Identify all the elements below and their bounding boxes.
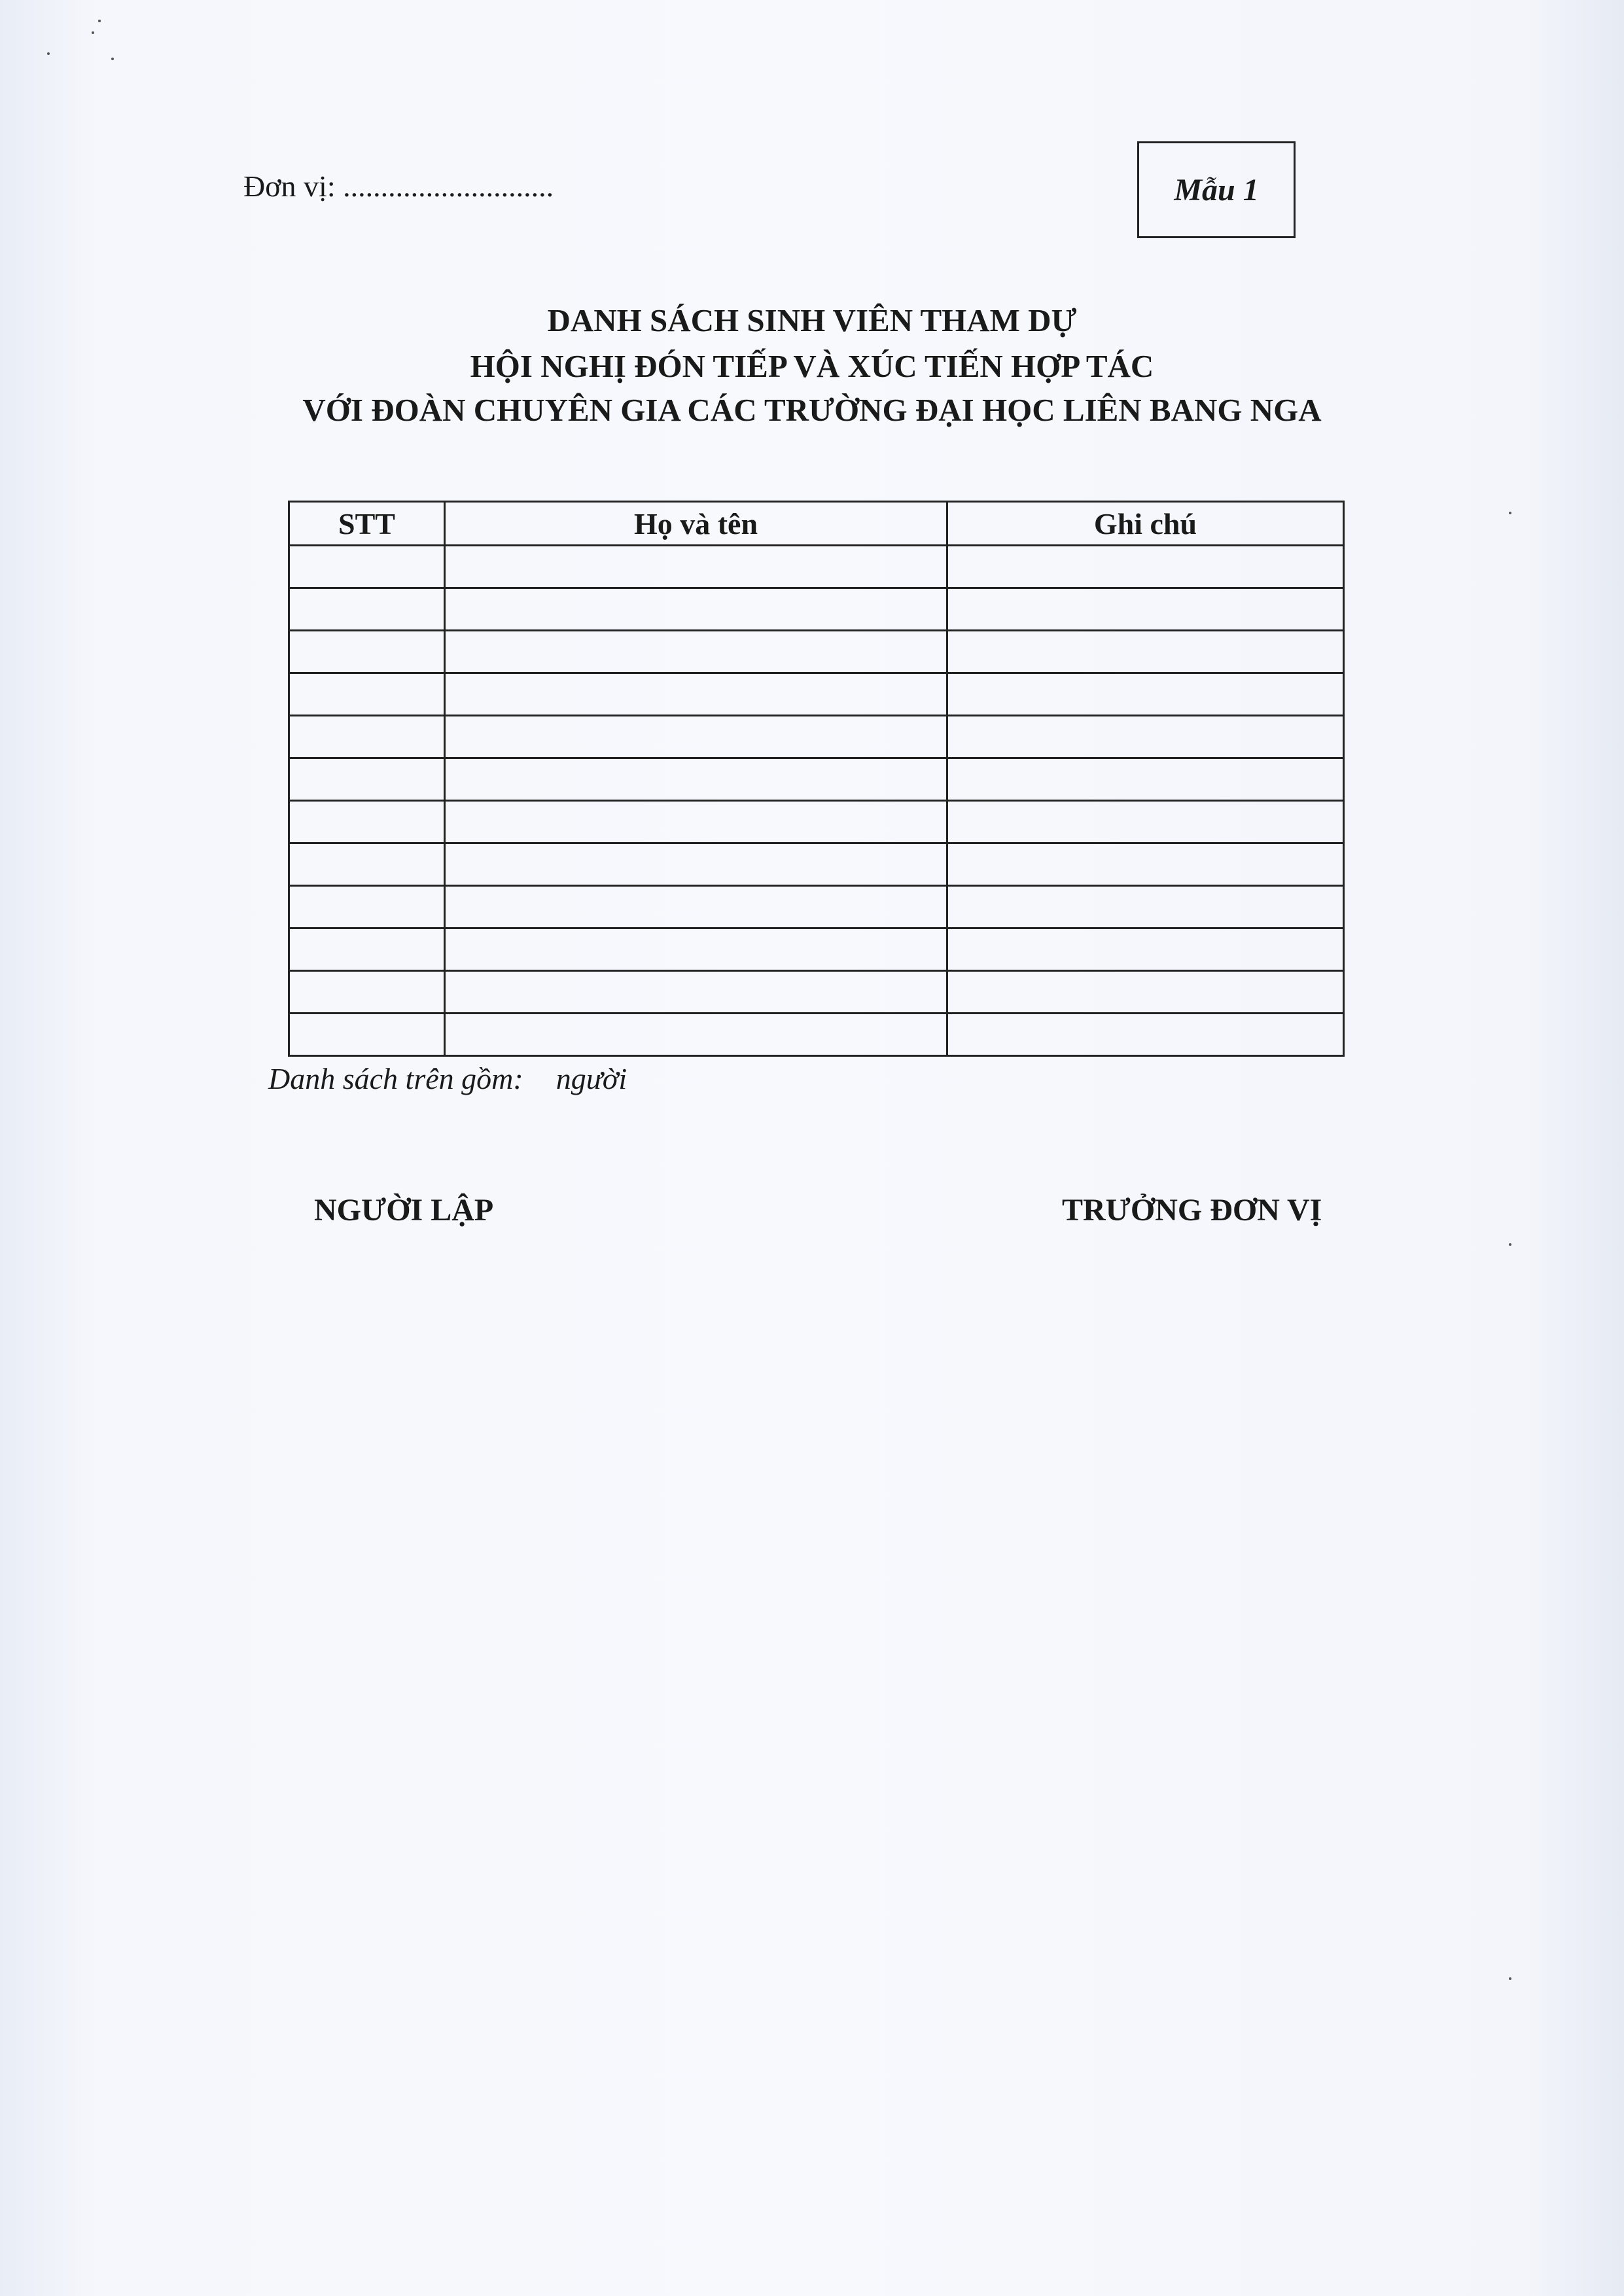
form-code-box [1137, 141, 1296, 238]
stt-cell [289, 928, 445, 971]
document-title-line-3: VỚI ĐOÀN CHUYÊN GIA CÁC TRƯỜNG ĐẠI HỌC LIÊN BANG NGA [302, 392, 1322, 428]
note-cell [947, 716, 1344, 758]
name-cell [445, 843, 947, 886]
name-cell [445, 971, 947, 1014]
note-cell [947, 673, 1344, 716]
stt-cell [289, 716, 445, 758]
name-cell [445, 716, 947, 758]
column-header-note: Ghi chú [947, 502, 1344, 546]
note-cell [947, 546, 1344, 588]
name-cell [445, 758, 947, 801]
name-cell [445, 928, 947, 971]
table-row [289, 758, 1344, 801]
table-row [289, 843, 1344, 886]
scan-speck [1509, 1977, 1511, 1980]
table-header-row [289, 502, 1344, 546]
table-row [289, 546, 1344, 588]
signer-left-title: NGƯỜI LẬP [314, 1193, 494, 1227]
stt-cell [289, 673, 445, 716]
scan-speck [1509, 512, 1511, 514]
stt-cell [289, 886, 445, 928]
column-header-stt: STT [289, 502, 445, 546]
scan-speck [92, 31, 94, 34]
note-cell [947, 843, 1344, 886]
form-code-label: Mẫu 1 [1174, 172, 1259, 207]
name-cell [445, 673, 947, 716]
name-cell [445, 588, 947, 631]
stt-cell [289, 971, 445, 1014]
table-body [289, 546, 1344, 1056]
note-cell [947, 588, 1344, 631]
scan-speck [1509, 1243, 1511, 1246]
table-row [289, 971, 1344, 1014]
name-cell [445, 801, 947, 843]
name-cell [445, 1014, 947, 1056]
note-cell [947, 801, 1344, 843]
table-row [289, 673, 1344, 716]
stt-cell [289, 801, 445, 843]
note-cell [947, 886, 1344, 928]
name-cell [445, 546, 947, 588]
document-title-line-1: DANH SÁCH SINH VIÊN THAM DỰ [547, 302, 1077, 338]
note-cell [947, 971, 1344, 1014]
stt-cell [289, 588, 445, 631]
stt-cell [289, 1014, 445, 1056]
table-row [289, 588, 1344, 631]
stt-cell [289, 546, 445, 588]
note-cell [947, 928, 1344, 971]
stt-cell [289, 843, 445, 886]
scan-speck [98, 20, 101, 22]
unit-field-label: Đơn vị: ............................ [243, 169, 554, 203]
column-header-name: Họ và tên [445, 502, 947, 546]
student-list-table [288, 501, 1345, 1057]
table-row [289, 631, 1344, 673]
table-row [289, 801, 1344, 843]
scan-speck [47, 52, 50, 55]
table-row [289, 886, 1344, 928]
stt-cell [289, 758, 445, 801]
count-line [268, 1061, 627, 1096]
signer-right-title: TRƯỞNG ĐƠN VỊ [1062, 1193, 1322, 1227]
name-cell [445, 631, 947, 673]
note-cell [947, 1014, 1344, 1056]
table-row [289, 716, 1344, 758]
stt-cell [289, 631, 445, 673]
count-unit: người [556, 1062, 627, 1095]
name-cell [445, 886, 947, 928]
scan-speck [111, 58, 114, 60]
note-cell [947, 758, 1344, 801]
table-row [289, 928, 1344, 971]
note-cell [947, 631, 1344, 673]
count-label: Danh sách trên gồm: [268, 1062, 523, 1095]
document-title-line-2: HỘI NGHỊ ĐÓN TIẾP VÀ XÚC TIẾN HỢP TÁC [470, 348, 1154, 384]
table-row [289, 1014, 1344, 1056]
